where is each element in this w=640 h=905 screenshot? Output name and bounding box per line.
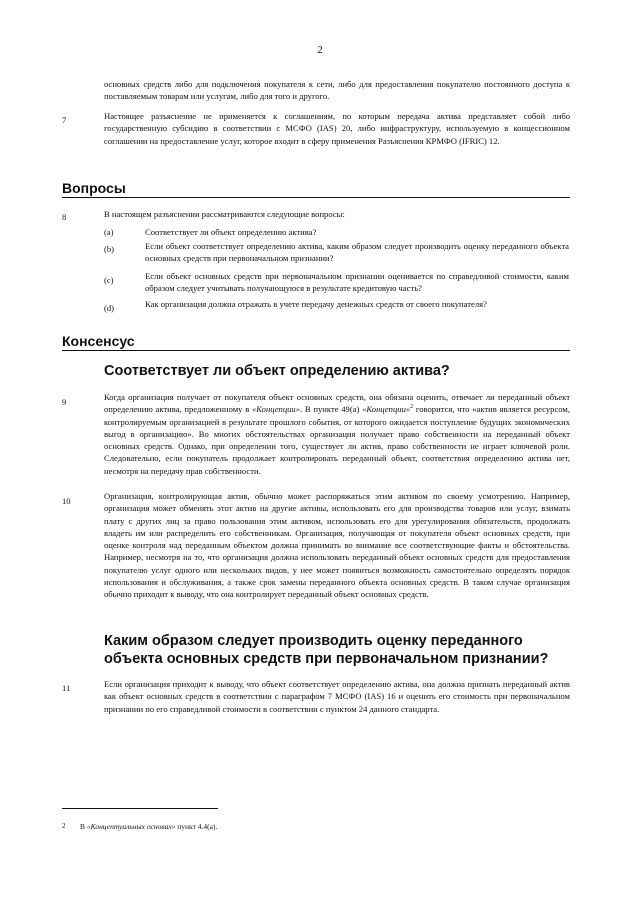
- question-item-d: Как организация должна отражать в учете передачу денежных средств от своего покупателя?: [145, 299, 487, 309]
- question-label-a: (a): [104, 227, 114, 237]
- section-rule-consensus: [62, 350, 570, 351]
- subheading-asset-definition: Соответствует ли объект определению актива?: [104, 363, 450, 379]
- question-label-b: (b): [104, 244, 115, 254]
- footnote-source: «Концептуальных основах»: [86, 822, 176, 831]
- footnote-number: 2: [62, 822, 66, 830]
- paragraph-9-part-a: Когда организация получает от покупателя объект основных средств, она обязана оценить, отвечает ли переданный объект определению актива, предложенному в: [104, 392, 570, 415]
- paragraph-number-9: 9: [62, 397, 67, 407]
- question-label-d: (d): [104, 303, 115, 313]
- question-item-c: Если объект основных средств при первоначальном признании оценивается по справедливой стоимости, каким образом следует учитывать получающуюся в результате кредитовую часть?: [145, 271, 569, 294]
- concept-reference: «Концепции»: [251, 404, 301, 415]
- subheading-initial-measurement: Каким образом следует производить оценку переданного объекта основных средств при первоначальном признании?: [104, 633, 549, 667]
- paragraph-9-part-c: говорится, что «актив является ресурсом, контролируемым организацией в результате прошлого события, от которого ожидается поступление будущих экономических выгод в организацию». Во многих обстоятельствах организация получает право собственности на переданный объект основных средств. Однако, при определении того, существует ли актив, право собственности не играет ключевой роли. Следовательно, если покупатель продолжает контролировать переданный объект, соответствия определению актива нет, несмотря на передачу прав собственности.: [104, 404, 571, 476]
- question-item-b: Если объект соответствует определению актива, каким образом следует производить оценку переданного объекта основных средств при первоначальном признании?: [145, 241, 569, 264]
- concept-reference: «Концепции»: [362, 404, 411, 415]
- paragraph-10: Организация, контролирующая актив, обычно может распоряжаться этим активом по своему усмотрению. Например, организация может обменять этот актив на другие активы, использовать его для производства товаров или услуг, взимать плату с других лиц за право пользования этим активом, использовать его для урегулирования обязательств, продолжать владеть им или распределить его собственникам. Организация, получающая от покупателя объект основных средств, при оценке контроля над переданным объектом должна принимать во внимание все соответствующие факты и обстоятельства. Например, несмотря на то, что организация должна использовать переданный объект основных средств для предоставления покупателю услуг одного или нескольких видов, у нее может появиться возможность самостоятельно определять порядок использования и обслуживания, а также срок замены переданного объекта основных средств. В таком случае организация обычно приходит к выводу, что она контролирует переданный объект основных средств.: [104, 491, 570, 600]
- question-label-c: (c): [104, 275, 114, 285]
- footnote-text: [80, 822, 217, 831]
- footnote-suffix: пункт 4.4(а).: [175, 822, 218, 831]
- paragraph-8: В настоящем разъяснении рассматриваются следующие вопросы:: [104, 209, 345, 219]
- footnote-rule: [62, 808, 218, 809]
- paragraph-9-part-b: . В пункте 49(а): [300, 404, 363, 415]
- paragraph-number-10: 10: [62, 496, 71, 506]
- paragraph-number-11: 11: [62, 683, 71, 693]
- paragraph-11: Если организация приходит к выводу, что объект соответствует определению актива, она должна признать переданный актив как объект основных средств в соответствии с параграфом 7 МСФО (IAS) 16 и оценить его стоимость при первоначальном признании по его справедливой стоимости в соответствии с пунктом 24 данного стандарта.: [104, 679, 570, 714]
- footnote-marker: 2: [410, 404, 414, 411]
- section-rule-questions: [62, 197, 570, 198]
- section-title-questions: Вопросы: [62, 180, 126, 196]
- paragraph-9: [104, 391, 570, 477]
- footnote-prefix: В: [80, 822, 87, 831]
- paragraph-7: Настоящее разъяснение не применяется к соглашениям, по которым передача актива представляет собой либо государственную субсидию в соответствии с МСФО (IAS) 20, либо инфраструктуру, используемую в концессионном соглашении на предоставление услуг, которое входит в сферу применения Разъяснения КРМФО (IFRIC) 12.: [104, 111, 570, 146]
- question-item-a: Соответствует ли объект определению актива?: [145, 227, 317, 237]
- paragraph-number-7: 7: [62, 115, 67, 125]
- page-number: 2: [317, 44, 323, 56]
- paragraph-number-8: 8: [62, 212, 67, 222]
- intro-paragraph: основных средств либо для подключения покупателя к сети, либо для предоставления покупателю постоянного доступа к поставляемым товарам или услугам, либо для того и другого.: [104, 79, 570, 102]
- section-title-consensus: Консенсус: [62, 333, 135, 349]
